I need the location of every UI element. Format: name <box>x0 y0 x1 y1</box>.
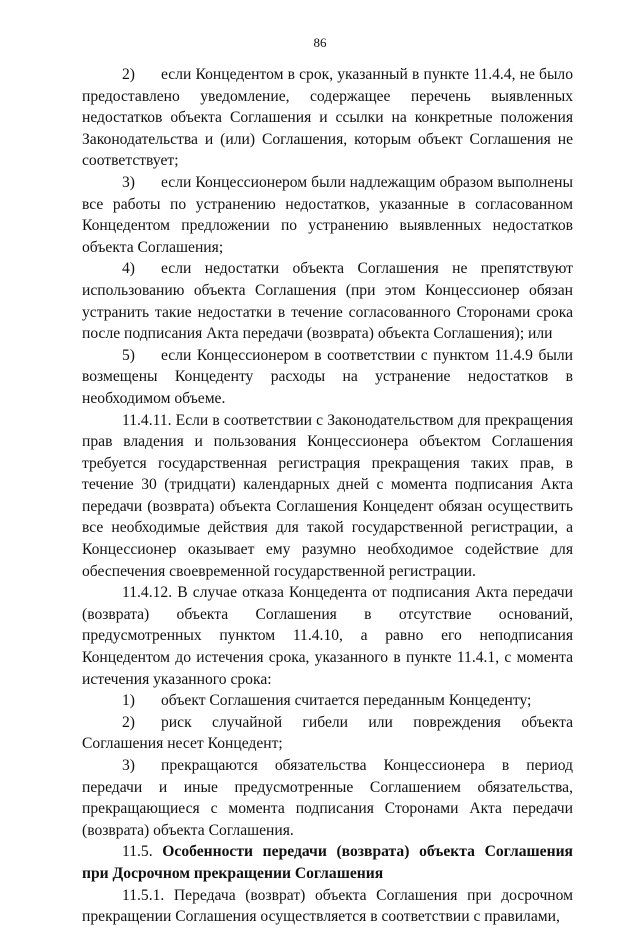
list-item-number: 2) <box>122 66 135 83</box>
list-item-number: 5) <box>122 346 135 364</box>
section-title: Особенности передачи (возврата) объекта Соглашения при Досрочном прекращении Соглашения <box>82 843 573 882</box>
list-item-text: если Концессионером были надлежащим образом выполнены все работы по устранению недостатков, указанные в согласованном Концедентом предложении по устранению выявленных недостатков объекта Соглашения; <box>82 173 573 256</box>
clause-paragraph: 11.4.11. Если в соответствии с Законодательством для прекращения прав владения и пользования Концессионера объектом Соглашения требуется государственная регистрация прекращения таких прав, в течение 30 (тридцати) календарных дней с момента подписания Акта передачи (возврата) объекта Соглашения Концедент обязан осуществить все необходимые действия для такой государственной регистрации, а Концессионер оказывает ему разумно необходимое содействие для обеспечения своевременной государственной регистрации. <box>82 411 573 580</box>
list-item-text: риск случайной гибели или повреждения объекта Соглашения несет Концедент; <box>82 713 573 753</box>
list-item <box>82 258 573 344</box>
list-item-number: 3) <box>122 173 135 191</box>
page-number: 86 <box>313 35 327 50</box>
list-item <box>82 755 573 841</box>
list-item-text: прекращаются обязательства Концессионера в период передачи и иные предусмотренные Соглашением обязательства, прекращающиеся с момента подписания Сторонами Акта передачи (возврата) объекта Соглашения. <box>82 757 573 839</box>
list-item <box>82 712 573 755</box>
list-item-number: 2) <box>122 713 135 731</box>
list-item-text: если недостатки объекта Соглашения не препятствуют использованию объекта Соглашения (при этом Концессионер обязан устранить такие недостатки в течение согласованного Сторонами срока после подписания Акта передачи (возврата) объекта Соглашения); или <box>82 260 573 343</box>
list-item-text: объект Соглашения считается переданным Концеденту; <box>161 692 532 710</box>
section-heading <box>82 841 573 884</box>
document-body <box>82 64 573 928</box>
list-item-number: 3) <box>122 757 135 774</box>
list-item <box>82 172 573 258</box>
list-item-number: 4) <box>122 260 135 278</box>
list-item <box>82 345 573 410</box>
list-item <box>82 64 573 172</box>
clause-paragraph: 11.4.12. В случае отказа Концедента от подписания Акта передачи (возврата) объекта Соглашения в отсутствие оснований, предусмотренных пунктом 11.4.10, а равно его неподписания Концедентом до истечения срока, указанного в пункте 11.4.1, с момента истечения указанного срока: <box>82 584 573 688</box>
list-item-text: если Концедентом в срок, указанный в пункте 11.4.4, не было предоставлено уведомление, содержащее перечень выявленных недостатков объекта Соглашения и ссылки на конкретные положения Законодательства и (или) Соглашения, которым объект Соглашения не соответствует; <box>82 66 573 170</box>
section-number: 11.5. <box>122 843 153 861</box>
list-item <box>82 690 573 712</box>
list-item-number: 1) <box>122 692 135 710</box>
list-item-text: если Концессионером в соответствии с пунктом 11.4.9 были возмещены Концеденту расходы на устранение недостатков в необходимом объеме. <box>82 346 573 407</box>
clause-paragraph: 11.5.1. Передача (возврат) объекта Соглашения при досрочном прекращении Соглашения осуществляется в соответствии с правилами, <box>82 886 573 926</box>
